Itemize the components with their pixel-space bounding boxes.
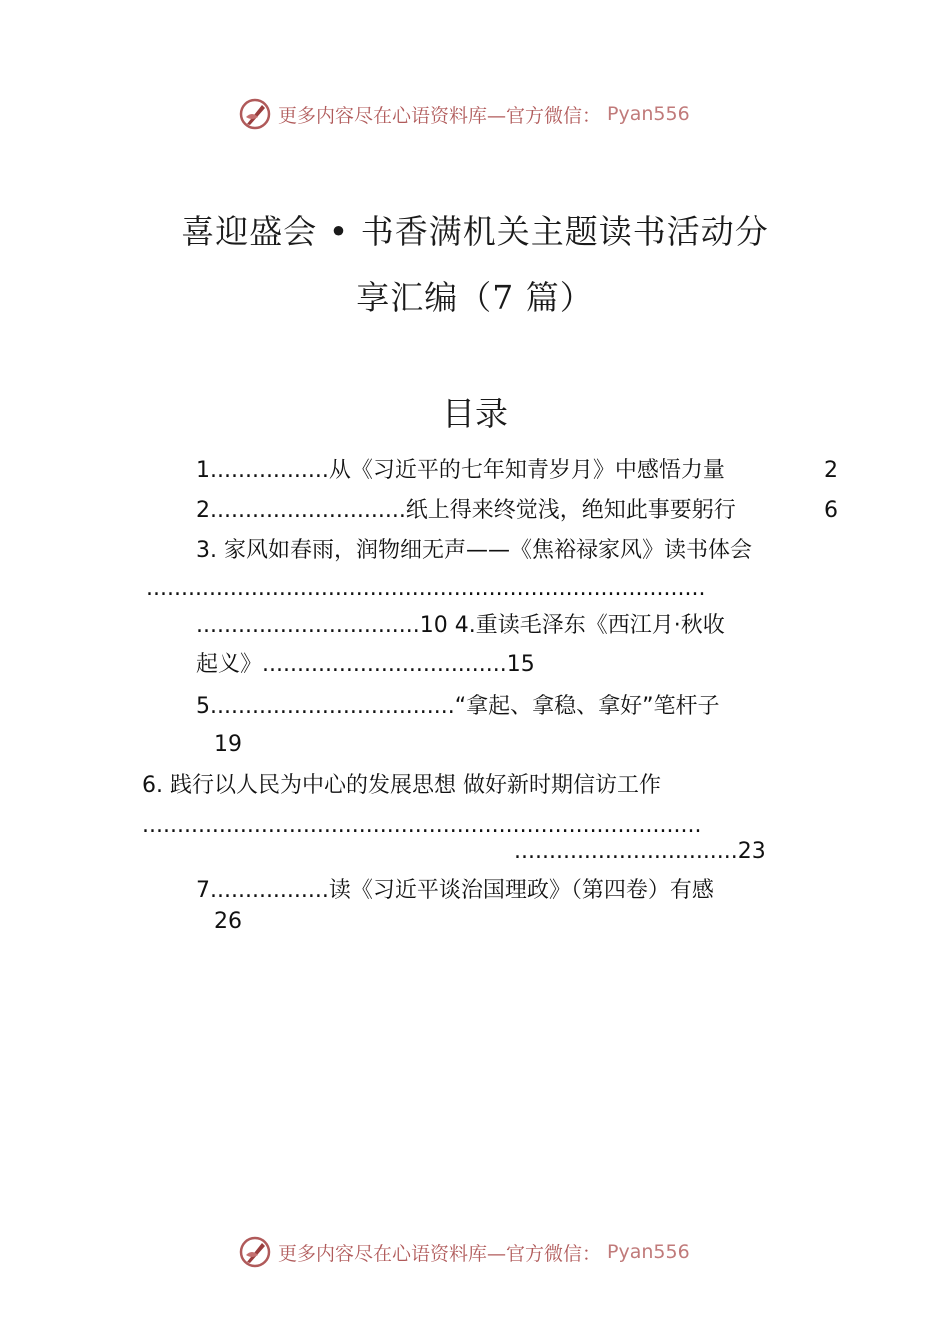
toc-item-4-cont[interactable]: 起义》...................................15 bbox=[196, 652, 535, 677]
header-watermark bbox=[238, 96, 738, 132]
toc-item-3-leader: ................................................................................ bbox=[146, 576, 706, 601]
doc-title-line1: 喜迎盛会 • 书香满机关主题读书活动分 bbox=[181, 212, 769, 251]
toc-item-2-page: 6 bbox=[824, 498, 838, 523]
toc-item-5[interactable]: 5...................................“拿起、拿稳、拿好”笔杆子 bbox=[196, 694, 720, 719]
toc-item-6-leader: ................................................................................ bbox=[142, 813, 702, 838]
footer-wechat: Pyan556 bbox=[607, 1241, 690, 1263]
toc-item-3[interactable]: 3. 家风如春雨，润物细无声——《焦裕禄家风》读书体会 bbox=[196, 538, 752, 563]
toc-item-6[interactable]: 6. 践行以人民为中心的发展思想 做好新时期信访工作 bbox=[142, 773, 661, 798]
toc-item-7[interactable]: 7.................读《习近平谈治国理政》（第四卷）有感 bbox=[196, 878, 714, 903]
quill-logo-icon bbox=[238, 1235, 272, 1269]
footer-watermark bbox=[238, 1234, 738, 1270]
toc-item-3-4-line[interactable]: ................................10 4.重读毛泽东《西江月·秋收 bbox=[196, 613, 725, 638]
toc-item-6-page: ................................23 bbox=[514, 839, 766, 864]
toc-item-7-page: 26 bbox=[214, 909, 242, 934]
header-wechat: Pyan556 bbox=[607, 103, 690, 125]
toc-item-1-page: 2 bbox=[824, 458, 838, 483]
header-text: 更多内容尽在心语资料库—官方微信： bbox=[278, 104, 602, 127]
toc-item-2[interactable]: 2............................纸上得来终觉浅，绝知此事要躬行 bbox=[196, 498, 736, 523]
toc-heading: 目录 bbox=[442, 394, 508, 433]
toc-item-5-page: 19 bbox=[214, 732, 242, 757]
quill-logo-icon bbox=[238, 97, 272, 131]
doc-title-line2: 享汇编（7 篇） bbox=[356, 278, 594, 317]
toc-item-1[interactable]: 1.................从《习近平的七年知青岁月》中感悟力量 bbox=[196, 458, 725, 483]
footer-text: 更多内容尽在心语资料库—官方微信： bbox=[278, 1242, 602, 1265]
